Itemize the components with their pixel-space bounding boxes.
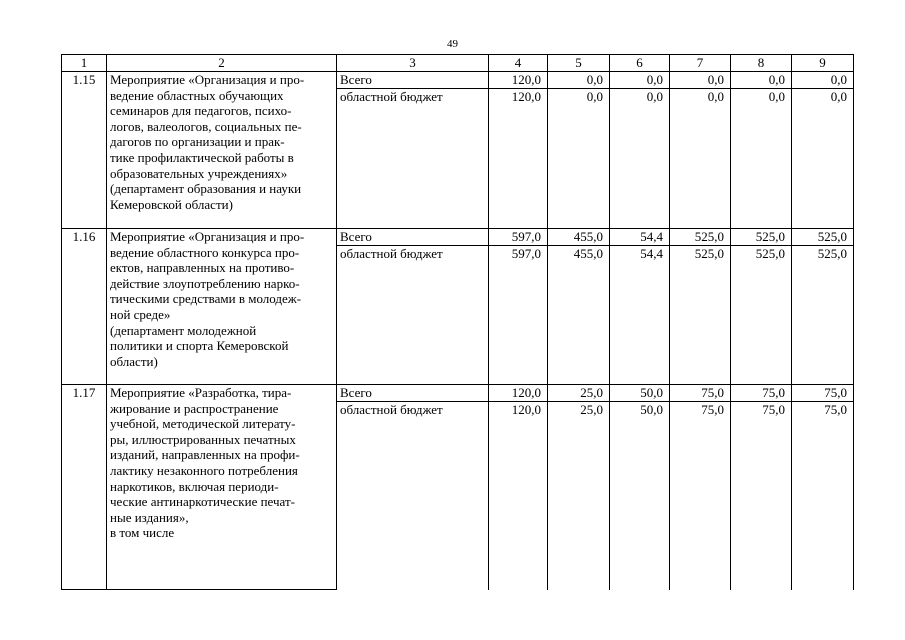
table-cell: 525,0 (670, 246, 731, 385)
table-cell: 597,0 (489, 229, 548, 246)
table-cell: 455,0 (548, 229, 610, 246)
table-row (62, 385, 854, 402)
budget-table (61, 54, 854, 590)
table-cell: 54,4 (610, 246, 670, 385)
table-cell: 120,0 (489, 385, 548, 402)
table-cell: 75,0 (792, 402, 854, 590)
funding-source: Всего (337, 72, 489, 89)
column-number: 6 (610, 55, 670, 72)
column-number: 9 (792, 55, 854, 72)
table-cell: 75,0 (731, 402, 792, 590)
table-cell: 25,0 (548, 402, 610, 590)
table-cell: 0,0 (670, 89, 731, 229)
measure-number: 1.16 (62, 229, 107, 385)
table-cell: 120,0 (489, 89, 548, 229)
table-row (62, 229, 854, 246)
table-cell: 597,0 (489, 246, 548, 385)
table-cell: 525,0 (792, 246, 854, 385)
table-cell: 0,0 (731, 89, 792, 229)
column-number: 3 (337, 55, 489, 72)
funding-source: областной бюджет (337, 89, 489, 229)
table-cell: 75,0 (792, 385, 854, 402)
table-cell: 0,0 (792, 89, 854, 229)
table-cell: 0,0 (731, 72, 792, 89)
table-cell: 0,0 (792, 72, 854, 89)
table-cell: 0,0 (670, 72, 731, 89)
table-cell: 455,0 (548, 246, 610, 385)
table-cell: 75,0 (731, 385, 792, 402)
column-number: 7 (670, 55, 731, 72)
funding-source: областной бюджет (337, 246, 489, 385)
funding-source: Всего (337, 229, 489, 246)
table-cell: 525,0 (731, 246, 792, 385)
table-cell: 54,4 (610, 229, 670, 246)
funding-source: Всего (337, 385, 489, 402)
measure-description: Мероприятие «Организация и про- ведение областного конкурса про- ектов, направленных на противо- действие злоупотреблению нарко- тическими средствами в молодеж- ной среде» (департамент молодежной политики и спорта Кемеровской области) (107, 229, 337, 385)
funding-source: областной бюджет (337, 402, 489, 590)
table-cell: 0,0 (548, 89, 610, 229)
column-number: 5 (548, 55, 610, 72)
column-number: 8 (731, 55, 792, 72)
measure-description: Мероприятие «Разработка, тира- жирование и распространение учебной, методической литерату- ры, иллюстрированных печатных изданий, направленных на профи- лактику незаконного потребления наркотиков, включая периоди- ческие антинаркотические печат- ные издания», в том числе (107, 385, 337, 590)
table-cell: 120,0 (489, 402, 548, 590)
table-cell: 50,0 (610, 385, 670, 402)
page-number: 49 (447, 38, 458, 50)
table-cell: 0,0 (610, 72, 670, 89)
table-cell: 525,0 (731, 229, 792, 246)
column-number-row (62, 55, 854, 72)
measure-number: 1.15 (62, 72, 107, 229)
measure-number: 1.17 (62, 385, 107, 590)
table-cell: 75,0 (670, 402, 731, 590)
column-number: 1 (62, 55, 107, 72)
table-cell: 525,0 (792, 229, 854, 246)
column-number: 4 (489, 55, 548, 72)
table-cell: 0,0 (548, 72, 610, 89)
table-cell: 25,0 (548, 385, 610, 402)
table-cell: 120,0 (489, 72, 548, 89)
table-cell: 75,0 (670, 385, 731, 402)
column-number: 2 (107, 55, 337, 72)
table-cell: 0,0 (610, 89, 670, 229)
table-cell: 50,0 (610, 402, 670, 590)
measure-description: Мероприятие «Организация и про- ведение областных обучающих семинаров для педагогов, психо- логов, валеологов, социальных пе- дагогов по организации и прак- тике профилактической работы в образовательных учреждениях» (департамент образования и науки Кемеровской области) (107, 72, 337, 229)
table-row (62, 72, 854, 89)
table-cell: 525,0 (670, 229, 731, 246)
